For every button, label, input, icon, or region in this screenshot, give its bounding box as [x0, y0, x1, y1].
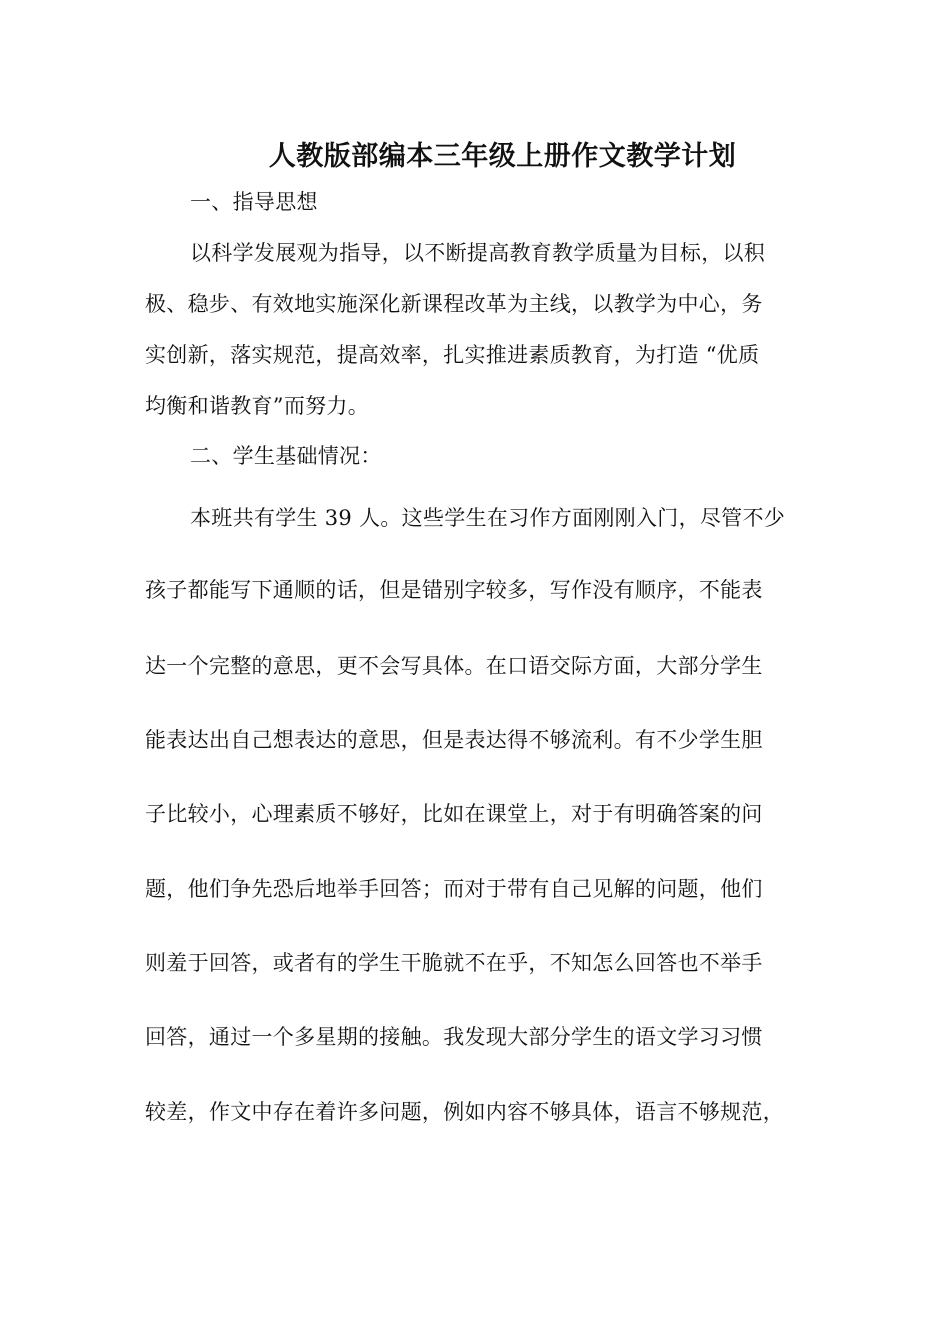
section-heading-guiding-ideology: 一、指导思想 — [190, 190, 318, 214]
paragraph-line: 均衡和谐教育”而努力。 — [145, 394, 370, 418]
paragraph-line: 题，他们争先恐后地举手回答；而对于带有自己见解的问题，他们 — [145, 877, 763, 901]
document-title: 人教版部编本三年级上册作文教学计划 — [268, 141, 737, 172]
section-heading-student-basis: 二、学生基础情况： — [190, 444, 382, 468]
paragraph-line: 子比较小，心理素质不够好，比如在课堂上，对于有明确答案的问 — [145, 802, 763, 826]
paragraph-line: 实创新，落实规范，提高效率，扎实推进素质教育，为打造 “优质 — [145, 343, 760, 367]
paragraph-line: 较差，作文中存在着许多问题，例如内容不够具体，语言不够规范， — [145, 1100, 784, 1124]
paragraph-line: 能表达出自己想表达的意思，但是表达得不够流利。有不少学生胆 — [145, 728, 763, 752]
paragraph-line: 则羞于回答，或者有的学生干脆就不在乎，不知怎么回答也不举手 — [145, 951, 763, 975]
paragraph-line: 本班共有学生 39 人。这些学生在习作方面刚刚入门，尽管不少 — [190, 506, 786, 530]
paragraph-line: 回答，通过一个多星期的接触。我发现大部分学生的语文学习习惯 — [145, 1025, 763, 1049]
paragraph-line: 极、稳步、有效地实施深化新课程改革为主线，以教学为中心，务 — [145, 292, 763, 316]
paragraph-line: 达一个完整的意思，更不会写具体。在口语交际方面，大部分学生 — [145, 654, 763, 678]
paragraph-line: 以科学发展观为指导，以不断提高教育教学质量为目标，以积 — [190, 241, 766, 265]
paragraph-line: 孩子都能写下通顺的话，但是错别字较多，写作没有顺序，不能表 — [145, 578, 763, 602]
